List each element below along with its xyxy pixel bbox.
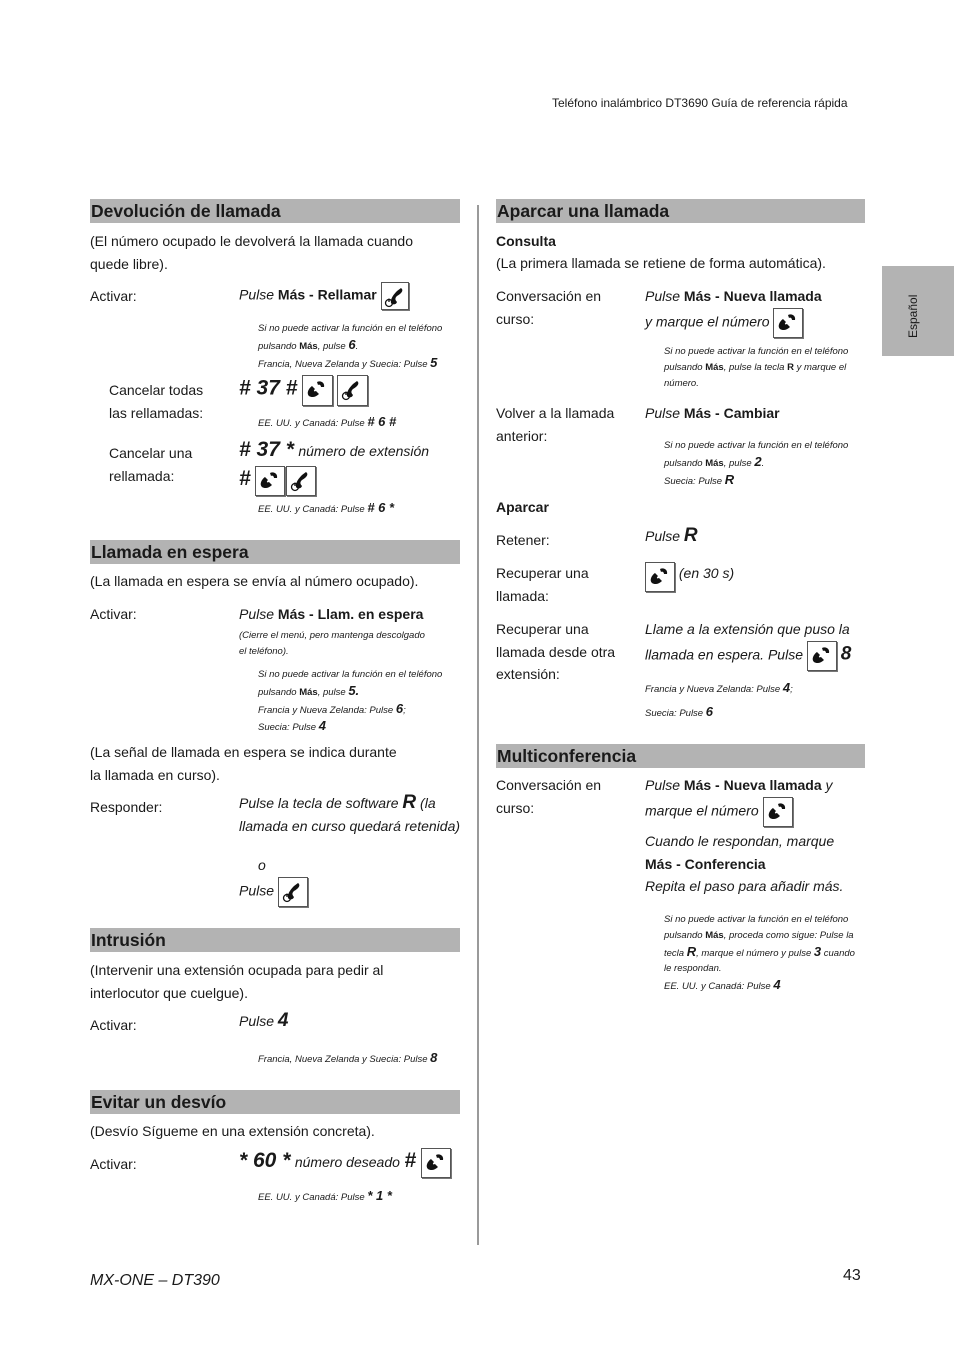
note-line: Si no puede activar la función en el teléfono	[258, 323, 443, 334]
instr-text: marque el número	[645, 802, 759, 819]
phone-offhook-icon	[807, 641, 837, 671]
note-text: pulsando	[258, 340, 297, 352]
note-mas: Más	[299, 340, 318, 352]
menu-option: Más - Cambiar	[683, 405, 780, 421]
phone-offhook-icon	[421, 1148, 451, 1178]
note-text: , pulse la tecla	[723, 361, 785, 373]
volver-instruction	[645, 402, 780, 425]
note-line	[645, 704, 793, 722]
note-text: ;	[790, 684, 793, 695]
multi-instruction-2	[645, 830, 843, 898]
espera-note	[258, 667, 442, 736]
language-tab-label: Español	[906, 294, 920, 338]
note-text: tecla	[664, 947, 685, 959]
label-line: Conversación en	[496, 777, 602, 793]
note-line: pulsando Más, pulse 6.	[258, 336, 359, 352]
note-line: Si no puede activar la función en el teléfono	[258, 669, 443, 680]
code-text: # 37 *	[239, 438, 294, 461]
aparcar-note-2	[664, 438, 848, 489]
note-text: ;	[403, 704, 406, 716]
aparcar-note-1	[664, 344, 848, 391]
note-text: Francia y Nueva Zelanda: Pulse	[645, 684, 781, 695]
note-key: 2	[754, 453, 762, 469]
label-line: Cancelar todas	[109, 382, 204, 398]
code-text: número de extensión	[298, 443, 430, 459]
note-line	[258, 683, 442, 701]
pulse-text: Pulse	[239, 882, 275, 899]
section-heading-aparcar: Aparcar una llamada	[496, 199, 865, 223]
label-line: Cancelar una	[109, 445, 193, 461]
label-line: extensión:	[496, 666, 560, 682]
pulse-text: Pulse	[645, 288, 681, 304]
desc-line: quede libre).	[90, 255, 168, 272]
key-digit: 8	[840, 643, 852, 665]
resp-line	[239, 792, 460, 815]
note-text: , pulse	[317, 686, 346, 698]
key-digit: 4	[277, 1010, 289, 1031]
label-line: Recuperar una	[496, 621, 589, 637]
note-text: Suecia: Pulse	[645, 707, 704, 719]
instr-text: y marque el número	[645, 313, 770, 330]
aparcar-subheading: Aparcar	[496, 499, 549, 515]
label-line: las rellamadas:	[109, 404, 204, 421]
note-text: Suecia: Pulse	[664, 475, 723, 487]
note-key: # 6 *	[367, 500, 395, 515]
desc-line: (Intervenir una extensión ocupada para pedir al	[90, 962, 384, 978]
note-text: y marque el	[796, 361, 847, 373]
menu-option: Más - Rellamar	[277, 286, 377, 303]
note-line: Si no puede activar la función en el teléfono	[664, 914, 849, 925]
instr-line	[645, 774, 833, 797]
note-line	[258, 355, 442, 373]
consulta-instruction	[645, 285, 822, 338]
code-text: * 60 *	[239, 1149, 291, 1173]
cancel-one-keys	[239, 466, 316, 496]
multi-instruction	[645, 774, 833, 827]
aparcar-note-3	[645, 680, 793, 722]
note-key: 6	[705, 703, 713, 719]
note-line	[664, 944, 855, 962]
devolucion-description	[90, 230, 413, 275]
note-text: EE. UU. y Canadá: Pulse	[258, 1192, 365, 1203]
note-line: número.	[664, 377, 699, 389]
or-text: o	[258, 857, 266, 873]
activar-label: Activar:	[90, 1156, 137, 1172]
phone-onhook-icon	[286, 466, 316, 496]
us-note	[258, 1188, 392, 1206]
code-text: # 37 #	[239, 376, 298, 400]
note-line: el teléfono).	[239, 645, 289, 657]
note-key: 4	[782, 680, 791, 695]
note-key: 5.	[348, 682, 360, 698]
note-text: pulsando	[664, 457, 703, 469]
multi-note	[664, 912, 855, 995]
note-key: 4	[773, 977, 781, 993]
running-header: Teléfono inalámbrico DT3690 Guía de referencia rápida	[552, 96, 848, 110]
language-tab	[882, 266, 954, 356]
note-key: # 6 #	[367, 414, 397, 429]
note-text: pulsando	[664, 361, 703, 373]
phone-offhook-icon	[763, 797, 793, 827]
volver-label	[496, 402, 614, 447]
r-key: R	[402, 792, 417, 813]
note-text: , pulse	[723, 457, 752, 469]
pulse-onhook	[239, 877, 308, 907]
label-line: curso:	[496, 799, 535, 816]
retener-instruction	[645, 525, 698, 548]
note-key: 6	[395, 700, 404, 716]
phone-offhook-icon	[645, 562, 675, 592]
phone-onhook-icon	[278, 877, 308, 907]
note-line	[664, 928, 855, 944]
cancel-all-code	[239, 375, 368, 406]
close-menu-note	[239, 628, 425, 660]
note-text: , proceda como sigue: Pulse la	[723, 929, 854, 941]
espera-description: (La llamada en espera se envía al número ocupado).	[90, 573, 419, 589]
menu-option: Más - Nueva llamada	[683, 288, 822, 304]
note-text: pulsando	[258, 686, 297, 698]
note-line: (Cierre el menú, pero mantenga descolgado	[239, 630, 425, 641]
note-key: R	[787, 361, 794, 373]
note-line	[258, 701, 442, 719]
instr-line	[645, 308, 822, 338]
consulta-subheading: Consulta	[496, 233, 556, 249]
cancel-one-code	[239, 438, 429, 462]
label-line: anterior:	[496, 427, 548, 444]
section-heading-devolucion: Devolución de llamada	[90, 199, 460, 223]
cancel-one-label	[109, 442, 192, 487]
label-line: Volver a la llamada	[496, 405, 615, 421]
section-heading-espera: Llamada en espera	[90, 540, 460, 564]
label-line: rellamada:	[109, 467, 175, 484]
page-number: 43	[843, 1267, 861, 1284]
note-key: * 1 *	[367, 1188, 392, 1203]
note-text: Francia y Nueva Zelanda: Pulse	[258, 704, 394, 716]
note-text: pulsando	[664, 929, 703, 941]
note-line	[664, 454, 848, 472]
phone-onhook-icon	[337, 375, 368, 406]
desvio-description: (Desvío Sígueme en una extensión concreta).	[90, 1123, 375, 1139]
recuperar-otra-instruction	[645, 618, 851, 671]
note-key: 4	[318, 718, 326, 734]
pulse-text: Pulse	[239, 606, 275, 622]
note-mas: Más	[299, 686, 318, 698]
desc-line: (La señal de llamada en espera se indica durante	[90, 744, 397, 760]
note-text: , marque el número y pulse	[696, 947, 812, 959]
recuperar-otra-label	[496, 618, 615, 686]
note-mas: Más	[705, 457, 724, 469]
section-heading-multi: Multiconferencia	[496, 744, 865, 768]
pulse-text: Pulse	[645, 405, 681, 421]
note-text: Francia, Nueva Zelanda y Suecia: Pulse	[258, 1054, 428, 1065]
menu-option: Más - Conferencia	[645, 855, 766, 872]
intrusion-description	[90, 959, 383, 1004]
recuperar-instruction	[645, 562, 734, 592]
note-key: 8	[430, 1050, 438, 1065]
pulse-text: Pulse	[239, 1013, 275, 1029]
multi-conv-label	[496, 774, 601, 819]
note-key: 3	[813, 943, 822, 959]
footer-model: MX-ONE – DT390	[90, 1272, 220, 1289]
note-text: cuando	[823, 947, 855, 959]
desc-line: (El número ocupado le devolverá la llamada cuando	[90, 233, 413, 249]
instr-text: llamada en espera. Pulse	[645, 646, 803, 663]
label-line: Recuperar una	[496, 565, 589, 581]
code-text: #	[404, 1149, 417, 1173]
intrusion-note	[258, 1050, 437, 1068]
instr-text: y	[825, 777, 833, 793]
label-line: curso:	[496, 310, 535, 327]
note-line	[664, 360, 848, 376]
instr-line	[645, 797, 833, 827]
note-key: 5	[430, 354, 438, 370]
conv-label	[496, 285, 601, 330]
phone-onhook-icon	[381, 282, 409, 310]
rellamar-instruction	[239, 282, 409, 310]
note-line: Si no puede activar la función en el teléfono	[664, 440, 849, 451]
espera-instruction	[239, 603, 423, 626]
note-line	[258, 718, 442, 736]
instr-line: Llame a la extensión que puso la	[645, 621, 850, 637]
phone-offhook-icon	[302, 375, 333, 406]
phone-offhook-icon	[255, 466, 285, 496]
activar-label: Activar:	[90, 1017, 137, 1033]
column-divider	[477, 205, 479, 1245]
menu-option: Más - Llam. en espera	[277, 606, 424, 622]
note-text: Francia, Nueva Zelanda y Suecia: Pulse	[258, 358, 428, 370]
note-line	[664, 977, 855, 995]
responder-instruction	[239, 792, 460, 837]
us-note	[258, 500, 394, 518]
intrusion-instruction	[239, 1010, 289, 1033]
pulse-text: Pulse	[645, 777, 681, 793]
note-line: le respondan.	[664, 963, 722, 975]
code-text: #	[239, 467, 251, 491]
retener-label: Retener:	[496, 532, 550, 548]
cancel-all-label	[109, 379, 203, 424]
note-text: EE. UU. y Canadá: Pulse	[664, 981, 771, 993]
note-text: EE. UU. y Canadá: Pulse	[258, 504, 365, 515]
note-line	[664, 472, 848, 490]
note-text: , pulse	[317, 340, 346, 352]
us-note	[258, 414, 396, 432]
note-text: .	[761, 457, 765, 469]
pulse-text: Pulse	[645, 528, 681, 544]
desc-line: interlocutor que cuelgue).	[90, 984, 248, 1001]
activar-label: Activar:	[90, 606, 137, 622]
phone-offhook-icon	[773, 308, 803, 338]
label-line: llamada desde otra	[496, 643, 616, 660]
resp-text: Pulse la tecla de software	[239, 795, 399, 811]
devolucion-note	[258, 321, 442, 372]
instr-line	[645, 641, 851, 671]
note-mas: Más	[705, 361, 724, 373]
pulse-text: Pulse	[239, 286, 275, 303]
consulta-description: (La primera llamada se retiene de forma automática).	[496, 255, 826, 271]
note-key: R	[686, 943, 697, 959]
code-text: número deseado	[294, 1154, 400, 1171]
resp-text: (la	[420, 795, 436, 811]
r-key: R	[683, 525, 698, 546]
section-heading-intrusion: Intrusión	[90, 928, 460, 952]
activar-label: Activar:	[90, 288, 137, 304]
desvio-code	[239, 1148, 451, 1178]
resp-line: llamada en curso quedará retenida)	[239, 817, 461, 834]
note-text: Suecia: Pulse	[258, 722, 317, 734]
label-line: llamada:	[496, 587, 549, 604]
note-line: Si no puede activar la función en el teléfono	[664, 346, 849, 357]
instr-line: Repita el paso para añadir más.	[645, 878, 844, 894]
signal-description	[90, 741, 397, 786]
instr-line: Cuando le respondan, marque	[645, 833, 835, 849]
desc-line: la llamada en curso).	[90, 766, 220, 783]
label-line: Conversación en	[496, 288, 602, 304]
menu-option: Más - Nueva llamada	[683, 777, 822, 793]
recuperar-label	[496, 562, 589, 607]
note-text: EE. UU. y Canadá: Pulse	[258, 418, 365, 429]
instr-line	[645, 285, 822, 308]
note-mas: Más	[705, 929, 724, 941]
note-key: 6	[348, 336, 356, 352]
note-key: R	[724, 471, 735, 487]
note-line	[645, 680, 793, 698]
section-heading-desvio: Evitar un desvío	[90, 1090, 460, 1114]
instr-text: (en 30 s)	[678, 565, 735, 581]
responder-label: Responder:	[90, 799, 163, 815]
